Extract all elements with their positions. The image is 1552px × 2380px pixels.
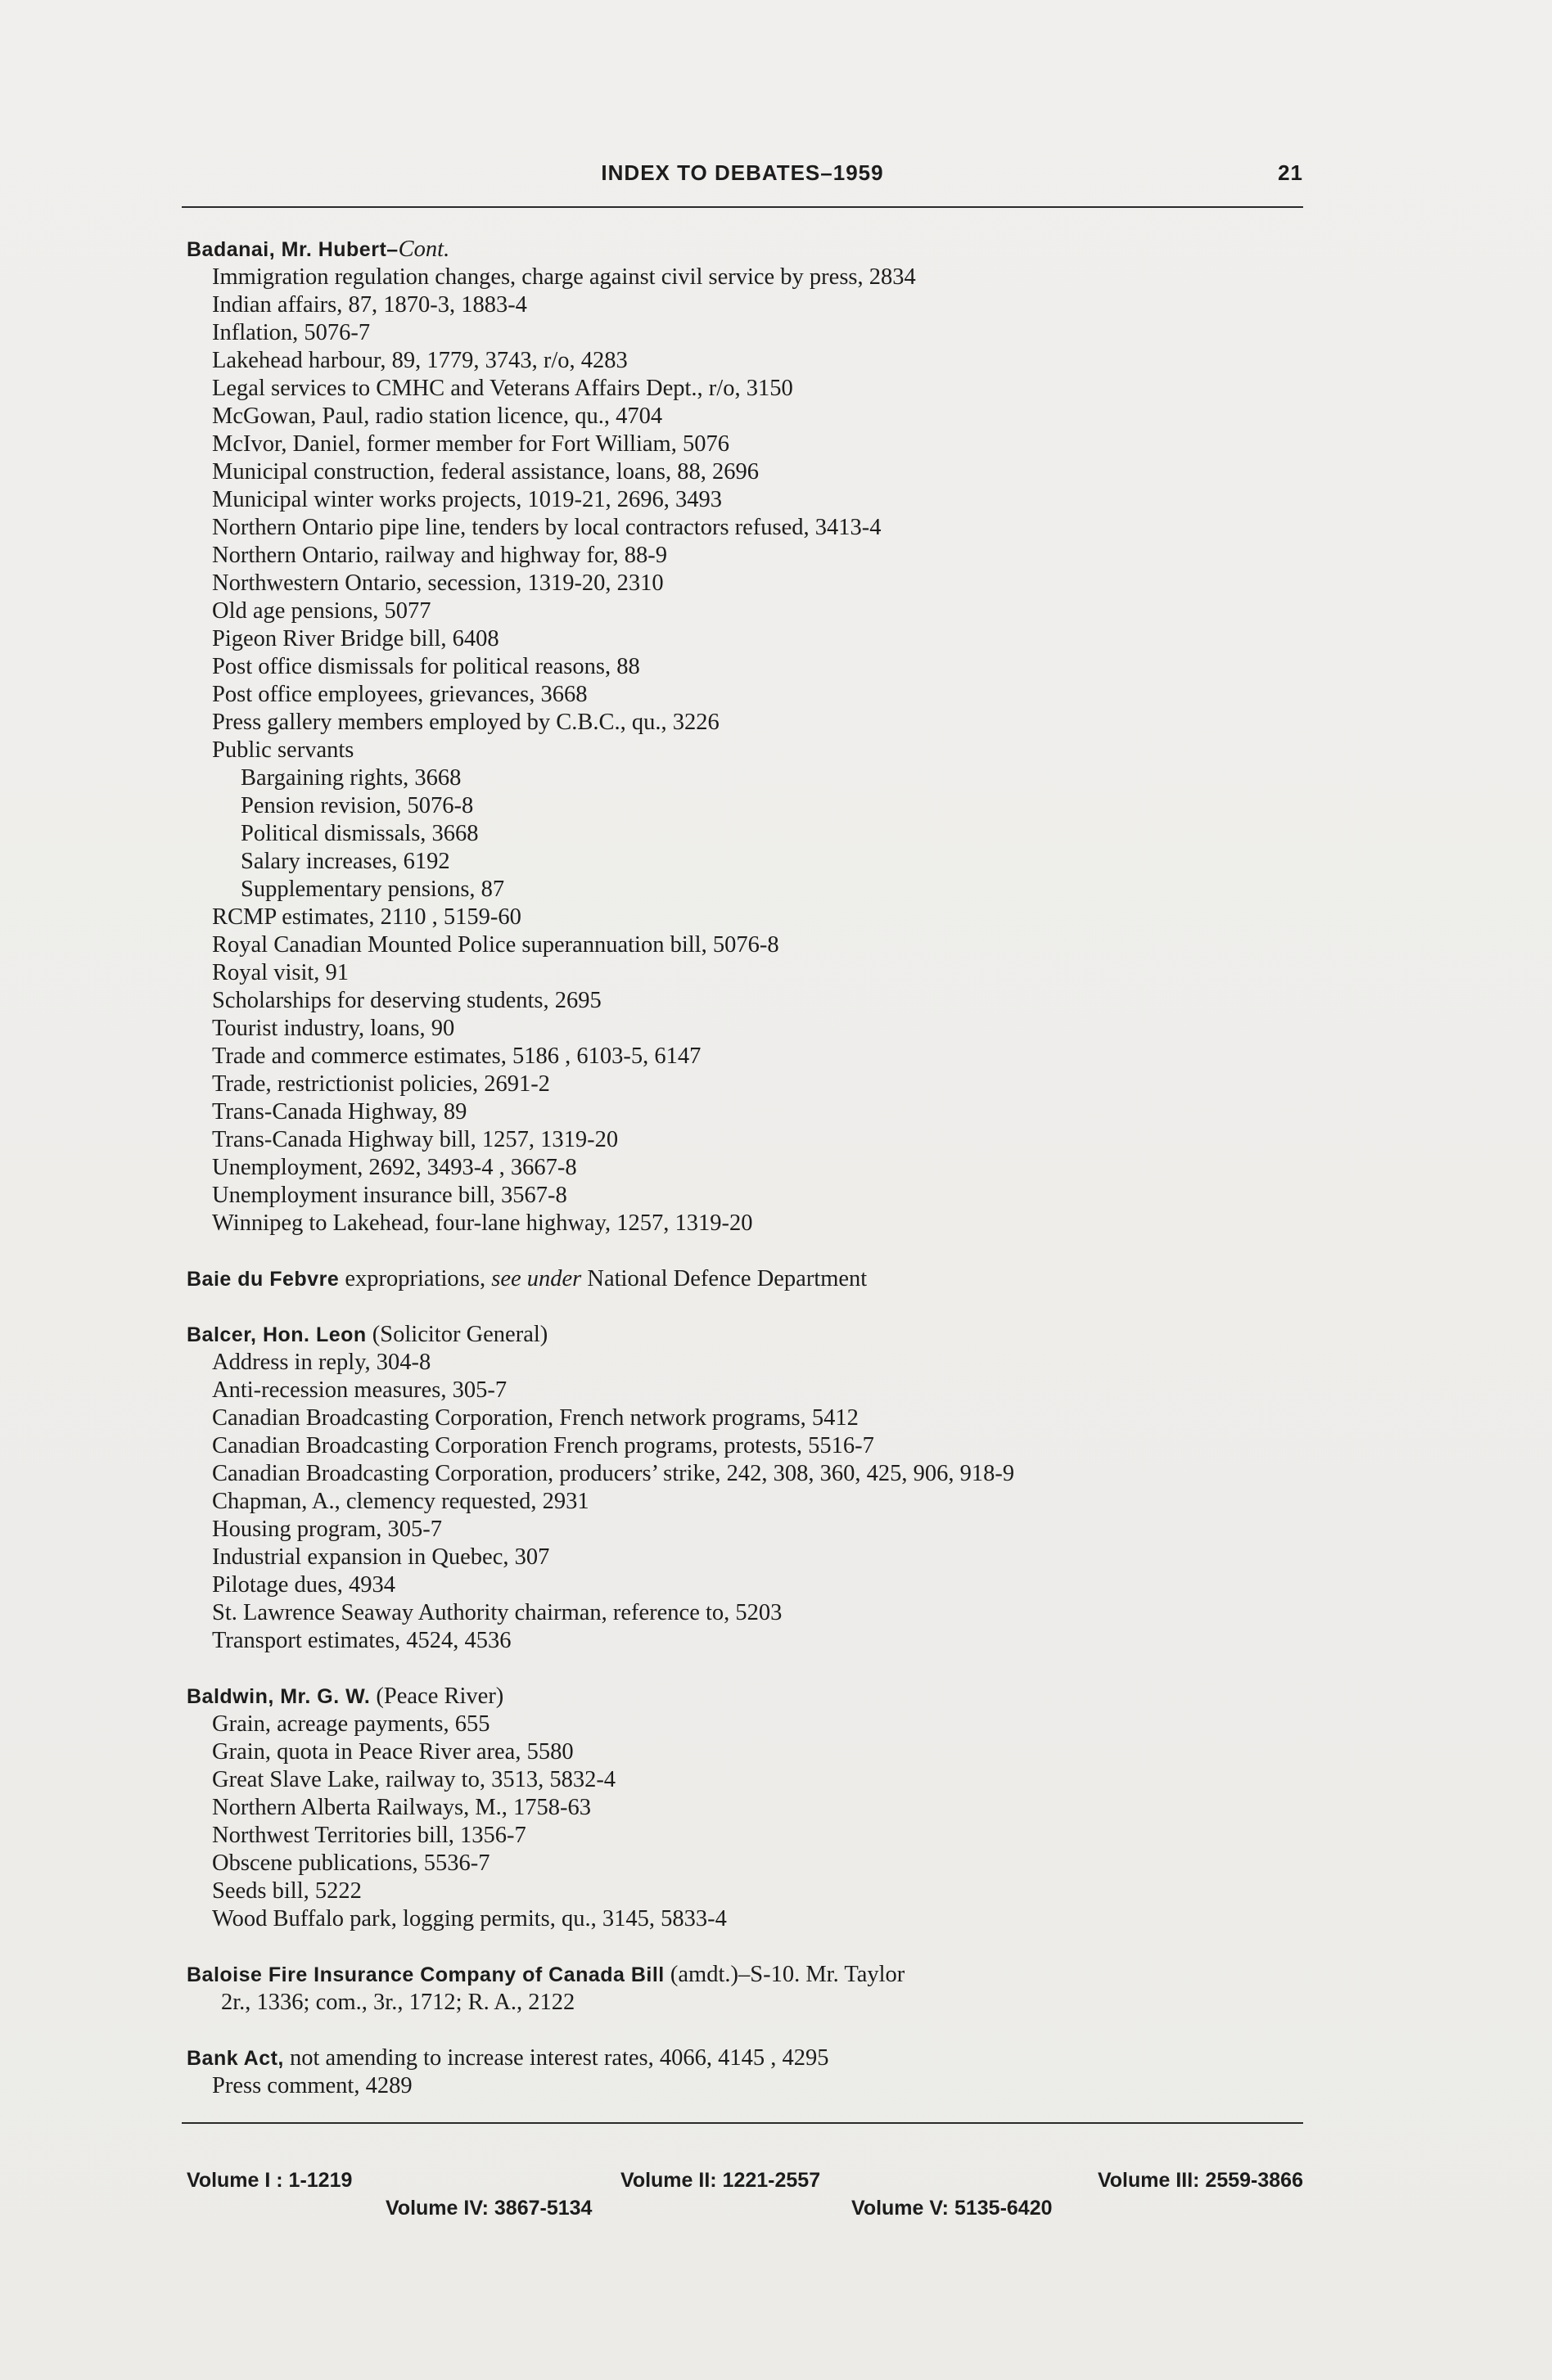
subentry: McGowan, Paul, radio station licence, qu., 4704	[212, 403, 663, 429]
subentry: Municipal winter works projects, 1019-21, 2696, 3493	[212, 487, 722, 512]
subentry: McIvor, Daniel, former member for Fort William, 5076	[212, 431, 729, 457]
subentry: Canadian Broadcasting Corporation, producers’ strike, 242, 308, 360, 425, 906, 918-9	[212, 1461, 1015, 1486]
entry-heading-line	[187, 236, 1333, 264]
index-entry	[187, 1961, 1333, 2017]
page-title: INDEX TO DEBATES–1959	[601, 160, 884, 185]
subentry: Tourist industry, loans, 90	[212, 1016, 455, 1041]
sub-subentry: Bargaining rights, 3668	[241, 765, 462, 791]
entry-heading: Baldwin, Mr. G. W.	[187, 1685, 371, 1708]
entry-heading-line	[187, 1265, 1333, 1293]
volume-1-range: Volume I : 1-1219	[187, 2169, 353, 2192]
sub-subentry: Pension revision, 5076-8	[241, 793, 474, 818]
sub-subentry: Supplementary pensions, 87	[241, 877, 505, 902]
subentry: RCMP estimates, 2110 , 5159-60	[212, 904, 521, 930]
subentry: Canadian Broadcasting Corporation, French network programs, 5412	[212, 1405, 859, 1431]
volume-2-range: Volume II: 1221-2557	[620, 2169, 821, 2192]
subentry: Canadian Broadcasting Corporation French programs, protests, 5516-7	[212, 1433, 874, 1458]
entry-heading: Badanai, Mr. Hubert–	[187, 238, 399, 261]
subentry: Address in reply, 304-8	[212, 1350, 431, 1375]
entry-heading: Balcer, Hon. Leon	[187, 1323, 367, 1346]
entry-heading: Baie du Febvre	[187, 1268, 340, 1291]
entry-heading-rest: (amdt.)–S-10. Mr. Taylor	[664, 1962, 905, 1987]
entry-heading-rest: (Peace River)	[370, 1684, 504, 1709]
subentry: Immigration regulation changes, charge against civil service by press, 2834	[212, 264, 916, 290]
entry-heading-rest-part: see under	[491, 1266, 582, 1291]
subentry: Obscene publications, 5536-7	[212, 1850, 490, 1876]
volume-5-range: Volume V: 5135-6420	[851, 2197, 1053, 2220]
subentry: Transport estimates, 4524, 4536	[212, 1628, 512, 1653]
volume-footer	[187, 2161, 1303, 2226]
entry-continuation: 2r., 1336; com., 3r., 1712; R. A., 2122	[221, 1990, 575, 2015]
subentry: Public servants	[212, 737, 354, 763]
subentry: Wood Buffalo park, logging permits, qu., 3145, 5833-4	[212, 1906, 727, 1931]
subentry: Chapman, A., clemency requested, 2931	[212, 1489, 589, 1514]
page-number: 21	[1278, 160, 1303, 185]
entry-heading-line	[187, 1961, 1333, 1989]
subentry: Indian affairs, 87, 1870-3, 1883-4	[212, 292, 527, 318]
subentry: Northern Ontario, railway and highway for, 88-9	[212, 543, 668, 568]
subentry: Northwest Territories bill, 1356-7	[212, 1823, 526, 1848]
subentry: Northern Ontario pipe line, tenders by local contractors refused, 3413-4	[212, 515, 882, 540]
sub-subentry: Salary increases, 6192	[241, 849, 450, 874]
subentry: Inflation, 5076-7	[212, 320, 371, 345]
entry-heading-line	[187, 1321, 1333, 1349]
subentry: Grain, quota in Peace River area, 5580	[212, 1739, 574, 1765]
subentry: Legal services to CMHC and Veterans Affairs Dept., r/o, 3150	[212, 376, 793, 401]
subentry: Trade, restrictionist policies, 2691-2	[212, 1071, 550, 1097]
subentry: Great Slave Lake, railway to, 3513, 5832-4	[212, 1767, 616, 1792]
subentry: Trans-Canada Highway, 89	[212, 1099, 467, 1125]
subentry: Northwestern Ontario, secession, 1319-20, 2310	[212, 570, 664, 596]
subentry: Grain, acreage payments, 655	[212, 1711, 490, 1737]
subentry: Housing program, 305-7	[212, 1517, 443, 1542]
subentry: Post office employees, grievances, 3668	[212, 682, 588, 707]
subentry: Seeds bill, 5222	[212, 1878, 362, 1904]
entry-heading-rest-part: National Defence Department	[581, 1266, 868, 1291]
entry-heading-line	[187, 1683, 1333, 1711]
subentry: Municipal construction, federal assistance, loans, 88, 2696	[212, 459, 759, 485]
entry-heading: Bank Act,	[187, 2047, 284, 2070]
subentry: Industrial expansion in Quebec, 307	[212, 1544, 550, 1570]
index-entry	[187, 1265, 1333, 1293]
subentry: Royal Canadian Mounted Police superannuation bill, 5076-8	[212, 932, 779, 958]
subentry: Pigeon River Bridge bill, 6408	[212, 626, 499, 651]
volume-3-range: Volume III: 2559-3866	[1097, 2169, 1303, 2192]
subentry: Trans-Canada Highway bill, 1257, 1319-20	[212, 1127, 619, 1152]
entry-heading-rest: (Solicitor General)	[366, 1322, 548, 1347]
subentry: Pilotage dues, 4934	[212, 1572, 396, 1598]
subentry: Trade and commerce estimates, 5186 , 6103-5, 6147	[212, 1044, 702, 1069]
subentry: Anti-recession measures, 305-7	[212, 1377, 508, 1403]
subentry: Unemployment, 2692, 3493-4 , 3667-8	[212, 1155, 577, 1180]
subentry: Northern Alberta Railways, M., 1758-63	[212, 1795, 592, 1820]
page-header	[182, 154, 1303, 195]
subentry: Winnipeg to Lakehead, four-lane highway, 1257, 1319-20	[212, 1210, 753, 1236]
subentry: Lakehead harbour, 89, 1779, 3743, r/o, 4283	[212, 348, 628, 373]
subentry: Scholarships for deserving students, 2695	[212, 988, 602, 1013]
subentry: St. Lawrence Seaway Authority chairman, reference to, 5203	[212, 1600, 783, 1625]
entry-heading-rest: not amending to increase interest rates, 4066, 4145 , 4295	[283, 2045, 829, 2071]
subentry: Unemployment insurance bill, 3567-8	[212, 1183, 567, 1208]
index-entry	[187, 2044, 1333, 2100]
subentry: Royal visit, 91	[212, 960, 350, 985]
volume-4-range: Volume IV: 3867-5134	[386, 2197, 593, 2220]
sub-subentry: Political dismissals, 3668	[241, 821, 479, 846]
subentry: Old age pensions, 5077	[212, 598, 431, 624]
entry-heading: Baloise Fire Insurance Company of Canada Bill	[187, 1963, 665, 1986]
subentry: Post office dismissals for political reasons, 88	[212, 654, 640, 679]
index-entry	[187, 1683, 1333, 1933]
footer-rule	[182, 2122, 1303, 2124]
subentry: Press gallery members employed by C.B.C., qu., 3226	[212, 710, 720, 735]
entry-heading-suffix: Cont.	[398, 237, 450, 262]
index-entry	[187, 236, 1333, 1237]
entry-heading-line	[187, 2044, 1333, 2072]
index-content	[187, 236, 1333, 2128]
entry-heading-rest-part: expropriations,	[339, 1266, 492, 1291]
header-rule	[182, 206, 1303, 208]
subentry: Press comment, 4289	[212, 2073, 413, 2098]
index-entry	[187, 1321, 1333, 1655]
